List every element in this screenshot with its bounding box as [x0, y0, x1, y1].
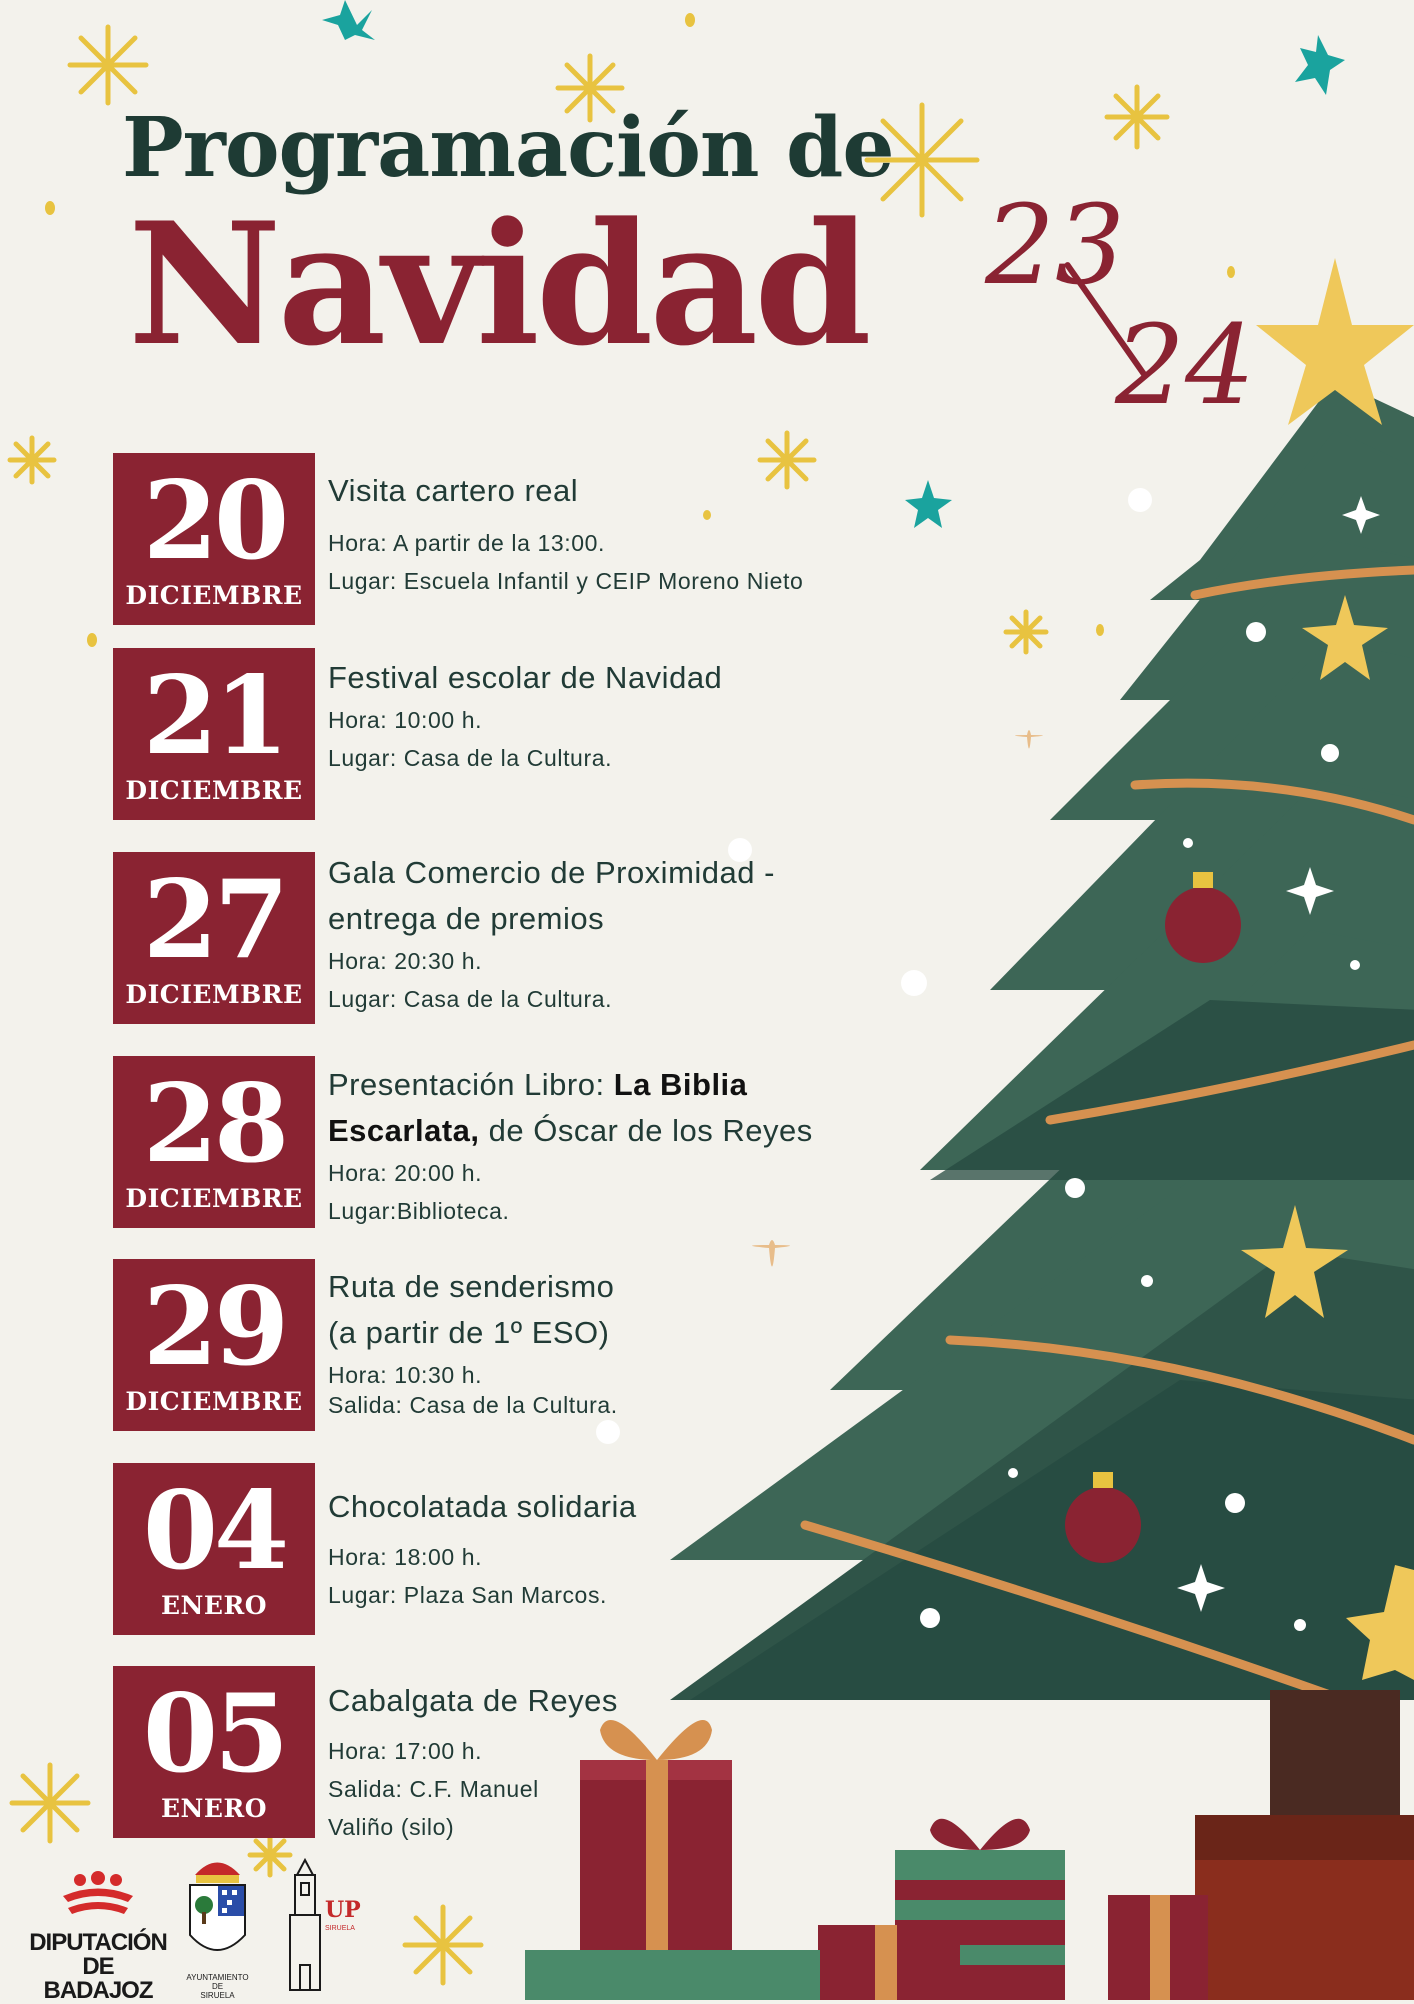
date-badge: [113, 1259, 315, 1431]
event-title: Cabalgata de Reyes: [328, 1683, 618, 1718]
event-place: Lugar: Casa de la Cultura.: [328, 986, 613, 1012]
event-details: [328, 1062, 888, 1230]
date-month: DICIEMBRE: [125, 980, 303, 1009]
date-month: DICIEMBRE: [125, 581, 303, 610]
date-day: 21: [142, 653, 286, 779]
date-badge: [113, 648, 315, 820]
event-place: Lugar: Escuela Infantil y CEIP Moreno Nieto: [328, 568, 804, 594]
up-text: UP: [325, 1897, 361, 1923]
event-place-cont: Valiño (silo): [328, 1814, 455, 1840]
event-place: Lugar: Casa de la Cultura.: [328, 745, 613, 771]
event-time: Hora: 10:30 h.: [328, 1362, 483, 1388]
coat-of-arms-icon: [180, 1850, 255, 1968]
date-badge: [113, 453, 315, 625]
diputacion-line2: DE BADAJOZ: [43, 1953, 153, 2004]
event-details: [328, 468, 888, 600]
date-badge: [113, 1056, 315, 1228]
date-day: 27: [142, 857, 286, 983]
event-title: Festival escolar de Navidad: [328, 660, 723, 695]
event-place: Lugar:Biblioteca.: [328, 1198, 510, 1224]
date-month: ENERO: [160, 1591, 267, 1620]
event-details: [328, 850, 888, 1018]
diputacion-emblem-icon: [28, 1866, 168, 1926]
diputacion-line1: DIPUTACIÓN: [29, 1929, 167, 1956]
event-place: Salida: Casa de la Cultura.: [328, 1392, 618, 1418]
date-month: ENERO: [160, 1794, 267, 1823]
year-bottom: 24: [1115, 301, 1255, 429]
up-siruela-logo: [285, 1855, 360, 1995]
page-title-line2: Navidad: [128, 185, 868, 383]
date-month: DICIEMBRE: [125, 1387, 303, 1416]
date-day: 04: [142, 1468, 286, 1594]
event-details: [328, 1264, 888, 1420]
event-title-cont: Escarlata, de Óscar de los Reyes: [328, 1113, 813, 1148]
event-time: Hora: 18:00 h.: [328, 1544, 483, 1570]
diputacion-logo: [28, 1866, 168, 2004]
event-time: Hora: 20:30 h.: [328, 948, 483, 974]
date-badge: [113, 852, 315, 1024]
page-title-line1: Programación de: [122, 100, 894, 196]
ayuntamiento-line1: AYUNTAMIENTO DE: [186, 1973, 249, 1991]
event-details: [328, 1678, 888, 1846]
event-time: Hora: A partir de la 13:00.: [328, 530, 606, 556]
ayuntamiento-siruela-logo: [180, 1850, 255, 2000]
event-title: Chocolatada solidaria: [328, 1489, 637, 1524]
date-month: DICIEMBRE: [125, 776, 303, 805]
tower-icon: [285, 1855, 325, 1995]
book-title: La Biblia: [613, 1067, 748, 1102]
book-title: Escarlata,: [328, 1113, 480, 1148]
event-time: Hora: 17:00 h.: [328, 1738, 483, 1764]
event-title: Visita cartero real: [328, 473, 579, 508]
event-details: [328, 655, 888, 777]
date-day: 20: [142, 458, 286, 584]
date-badge: [113, 1666, 315, 1838]
event-place: Salida: C.F. Manuel: [328, 1776, 539, 1802]
date-day: 28: [142, 1061, 286, 1187]
year-top: 23: [985, 181, 1125, 309]
event-details: [328, 1484, 888, 1614]
event-title: Gala Comercio de Proximidad -: [328, 855, 775, 890]
event-title: Presentación Libro: La Biblia: [328, 1067, 748, 1102]
date-badge: [113, 1463, 315, 1635]
year-label: [985, 181, 1255, 430]
event-title-cont: entrega de premios: [328, 901, 605, 936]
date-month: DICIEMBRE: [125, 1184, 303, 1213]
event-time: Hora: 20:00 h.: [328, 1160, 483, 1186]
event-title: Ruta de senderismo: [328, 1269, 615, 1304]
date-day: 29: [142, 1264, 286, 1390]
ayuntamiento-line2: SIRUELA: [200, 1991, 235, 2000]
event-title-cont: (a partir de 1º ESO): [328, 1315, 610, 1350]
event-time: Hora: 10:00 h.: [328, 707, 483, 733]
date-day: 05: [142, 1671, 286, 1797]
event-place: Lugar: Plaza San Marcos.: [328, 1582, 608, 1608]
up-subtext: SIRUELA: [325, 1925, 355, 1932]
